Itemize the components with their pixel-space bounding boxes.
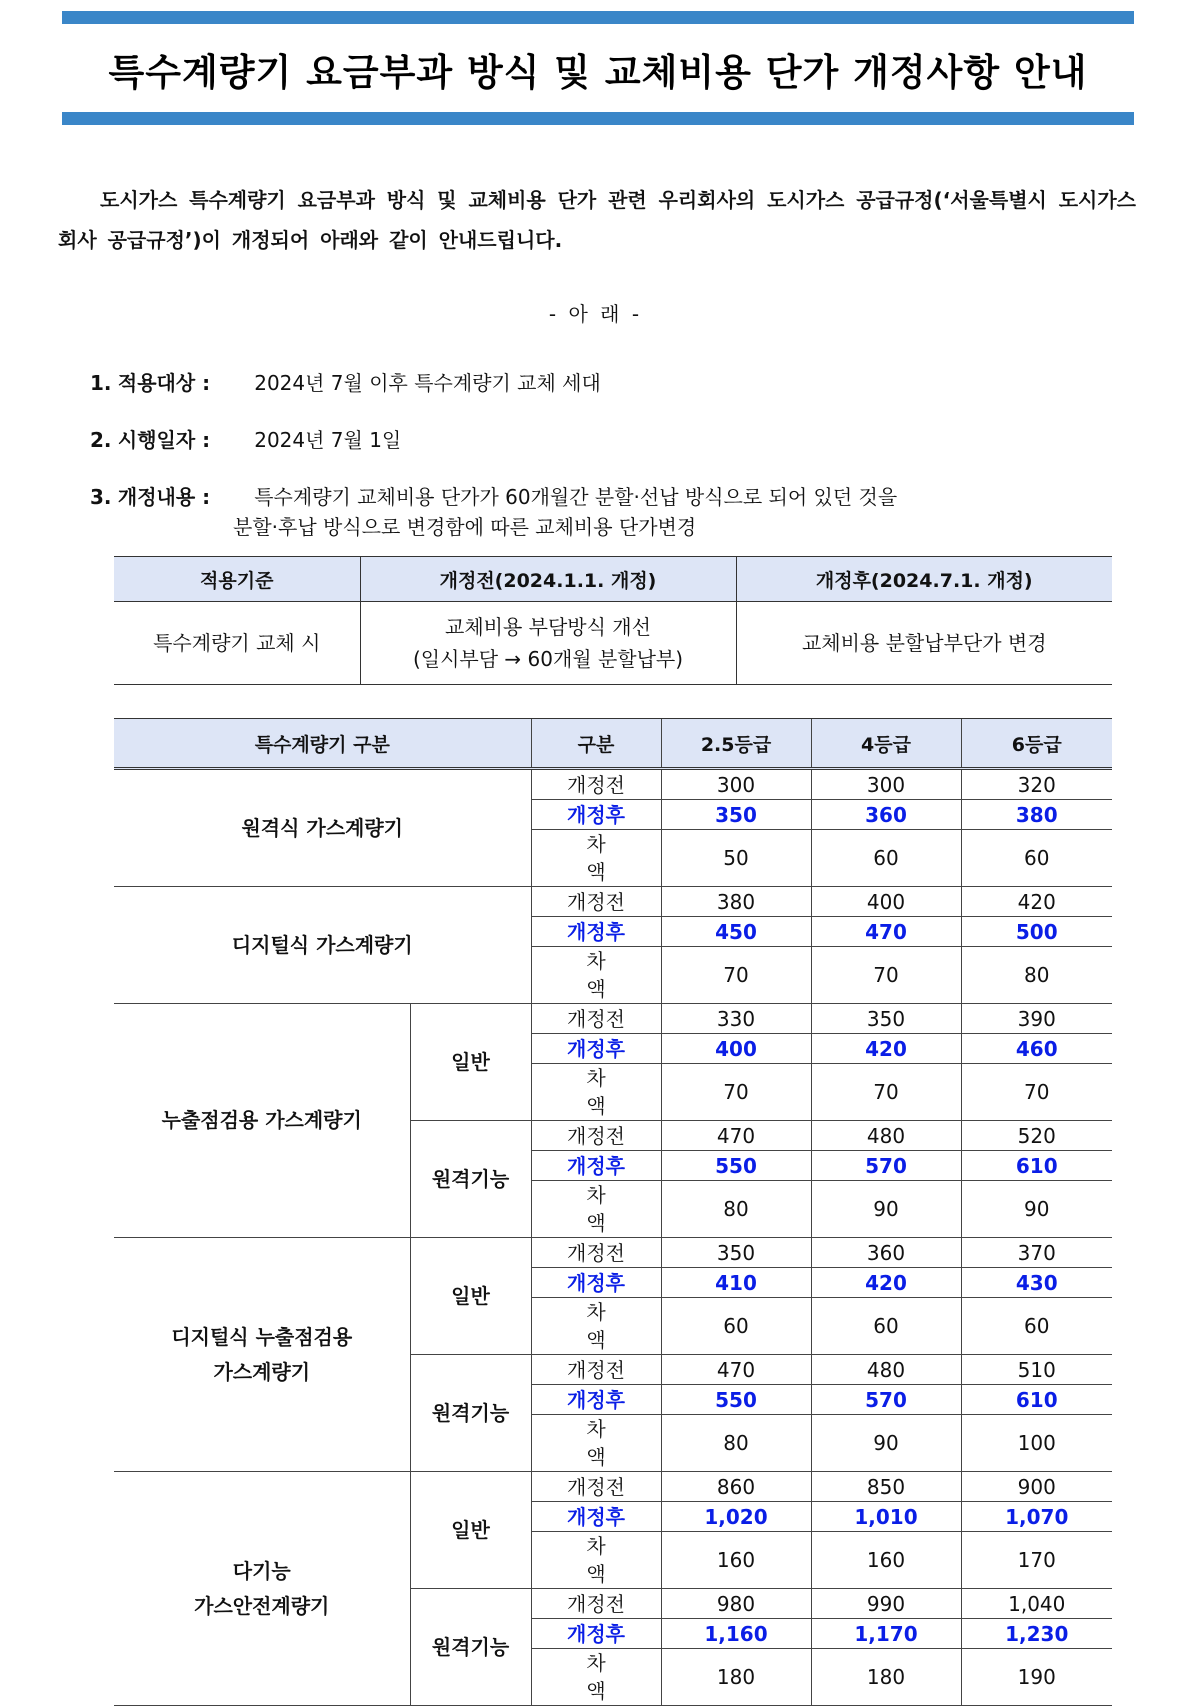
price-cell-grade-6: 170 [961,1532,1112,1589]
item-number: 3. [90,485,112,509]
price-cell-grade-2-5: 380 [661,887,811,917]
row-label-before: 개정전 [531,769,661,800]
price-cell-grade-2-5: 470 [661,1355,811,1385]
price-header-category: 구분 [531,719,661,769]
price-cell-grade-2-5: 50 [661,830,811,887]
meter-type-cell [114,769,531,887]
price-cell-grade-2-5: 470 [661,1121,811,1151]
price-cell-grade-4: 470 [811,917,961,947]
meter-subtype-cell: 원격기능 [410,1355,531,1472]
price-cell-grade-4: 300 [811,769,961,800]
price-cell-grade-4: 400 [811,887,961,917]
price-cell-grade-2-5: 1,020 [661,1502,811,1532]
meter-type-cell [114,887,531,1004]
price-cell-grade-4: 60 [811,1298,961,1355]
price-cell-grade-6: 190 [961,1649,1112,1706]
row-label-after: 개정후 [531,800,661,830]
top-accent-bar [62,11,1134,24]
table-row [114,1004,1112,1034]
price-cell-grade-4: 60 [811,830,961,887]
meter-type-cell [114,1004,410,1238]
price-cell-grade-2-5: 550 [661,1385,811,1415]
price-cell-grade-6: 390 [961,1004,1112,1034]
row-label-after: 개정후 [531,917,661,947]
price-cell-grade-4: 480 [811,1355,961,1385]
summary-before-line: (일시부담 → 60개월 분할납부) [412,647,684,671]
price-cell-grade-2-5: 410 [661,1268,811,1298]
price-cell-grade-4: 90 [811,1415,961,1472]
table-row [114,887,1112,917]
price-cell-grade-4: 180 [811,1649,961,1706]
price-cell-grade-2-5: 350 [661,800,811,830]
price-cell-grade-6: 900 [961,1472,1112,1502]
price-cell-grade-2-5: 60 [661,1298,811,1355]
price-header-grade-6: 6등급 [961,719,1112,769]
table-row [114,602,1112,685]
price-cell-grade-6: 380 [961,800,1112,830]
meter-type-cell [114,1238,410,1472]
price-cell-grade-6: 320 [961,769,1112,800]
price-cell-grade-2-5: 1,160 [661,1619,811,1649]
intro-paragraph: 도시가스 특수계량기 요금부과 방식 및 교체비용 단가 관련 우리회사의 도시가스 공급규정(‘서울특별시 도시가스회사 공급규정’)이 개정되어 아래와 같이 안내드립니다. [58,188,1136,252]
price-cell-grade-6: 370 [961,1238,1112,1268]
table-row [114,1238,1112,1268]
row-label-diff: 차 액 [531,1181,661,1238]
item-label: 적용대상 : [117,371,211,395]
meter-type-label: 가스계량기 [213,1359,311,1384]
row-label-diff: 차 액 [531,1649,661,1706]
price-cell-grade-6: 430 [961,1268,1112,1298]
item-text: 2024년 7월 1일 [254,428,402,452]
item-number: 1. [90,371,112,395]
row-label-after: 개정후 [531,1619,661,1649]
price-cell-grade-4: 570 [811,1385,961,1415]
price-cell-grade-4: 360 [811,1238,961,1268]
meter-subtype-cell: 원격기능 [410,1121,531,1238]
price-cell-grade-6: 520 [961,1121,1112,1151]
row-label-after: 개정후 [531,1502,661,1532]
price-cell-grade-4: 350 [811,1004,961,1034]
row-label-before: 개정전 [531,1004,661,1034]
meter-subtype-cell: 일반 [410,1472,531,1589]
price-cell-grade-6: 1,230 [961,1619,1112,1649]
price-header-grade-2-5: 2.5등급 [661,719,811,769]
item-effective-date [90,425,401,455]
row-label-before: 개정전 [531,887,661,917]
price-cell-grade-2-5: 980 [661,1589,811,1619]
item-text: 특수계량기 교체비용 단가가 60개월간 분할·선납 방식으로 되어 있던 것을 [254,485,898,509]
price-cell-grade-2-5: 160 [661,1532,811,1589]
meter-subtype-cell: 일반 [410,1004,531,1121]
summary-table [114,556,1112,685]
price-cell-grade-2-5: 80 [661,1181,811,1238]
price-header-meter-type: 특수계량기 구분 [114,719,531,769]
price-cell-grade-2-5: 400 [661,1034,811,1064]
price-cell-grade-2-5: 70 [661,947,811,1004]
meter-type-label: 가스안전계량기 [194,1593,330,1618]
meter-type-label: 디지털식 가스계량기 [231,932,413,957]
row-label-diff: 차 액 [531,1532,661,1589]
price-cell-grade-4: 420 [811,1034,961,1064]
summary-after-cell: 교체비용 분할납부단가 변경 [736,602,1112,685]
item-text-continued: 분할·후납 방식으로 변경함에 따른 교체비용 단가변경 [233,515,697,539]
row-label-diff: 차 액 [531,1415,661,1472]
item-target [90,368,601,398]
price-cell-grade-4: 480 [811,1121,961,1151]
row-label-before: 개정전 [531,1355,661,1385]
price-cell-grade-2-5: 80 [661,1415,811,1472]
table-row [114,1472,1112,1502]
price-cell-grade-2-5: 330 [661,1004,811,1034]
row-label-after: 개정후 [531,1385,661,1415]
table-row [114,769,1112,800]
item-label: 시행일자 : [117,428,211,452]
item-number: 2. [90,428,112,452]
meter-type-label: 다기능 [232,1558,291,1583]
price-cell-grade-6: 70 [961,1064,1112,1121]
row-label-before: 개정전 [531,1238,661,1268]
meter-type-cell [114,1472,410,1706]
price-cell-grade-2-5: 350 [661,1238,811,1268]
row-label-diff: 차 액 [531,1298,661,1355]
price-cell-grade-6: 80 [961,947,1112,1004]
price-cell-grade-4: 70 [811,947,961,1004]
summary-before-line: 교체비용 부담방식 개선 [445,615,651,639]
row-label-diff: 차 액 [531,1064,661,1121]
price-cell-grade-6: 90 [961,1181,1112,1238]
price-cell-grade-4: 1,010 [811,1502,961,1532]
price-cell-grade-6: 420 [961,887,1112,917]
price-cell-grade-4: 1,170 [811,1619,961,1649]
note-heading: - 아 래 - [548,302,643,326]
price-cell-grade-2-5: 860 [661,1472,811,1502]
meter-subtype-cell: 원격기능 [410,1589,531,1706]
price-header-grade-4: 4등급 [811,719,961,769]
price-cell-grade-6: 60 [961,1298,1112,1355]
bottom-accent-bar [62,112,1134,125]
price-cell-grade-4: 70 [811,1064,961,1121]
price-cell-grade-4: 360 [811,800,961,830]
price-cell-grade-6: 460 [961,1034,1112,1064]
price-cell-grade-6: 510 [961,1355,1112,1385]
row-label-after: 개정후 [531,1268,661,1298]
price-cell-grade-2-5: 450 [661,917,811,947]
price-cell-grade-2-5: 300 [661,769,811,800]
summary-header-basis: 적용기준 [114,557,360,602]
price-cell-grade-4: 850 [811,1472,961,1502]
row-label-after: 개정후 [531,1034,661,1064]
price-cell-grade-4: 90 [811,1181,961,1238]
price-table [114,718,1112,1706]
summary-basis-cell: 특수계량기 교체 시 [114,602,360,685]
price-cell-grade-6: 1,070 [961,1502,1112,1532]
row-label-before: 개정전 [531,1472,661,1502]
price-cell-grade-6: 610 [961,1385,1112,1415]
row-label-diff: 차 액 [531,830,661,887]
row-label-after: 개정후 [531,1151,661,1181]
item-label: 개정내용 : [117,485,211,509]
price-cell-grade-4: 160 [811,1532,961,1589]
price-cell-grade-4: 990 [811,1589,961,1619]
meter-type-label: 원격식 가스계량기 [241,815,404,840]
meter-type-label: 디지털식 누출점검용 [171,1324,353,1349]
price-cell-grade-6: 60 [961,830,1112,887]
price-cell-grade-4: 570 [811,1151,961,1181]
row-label-before: 개정전 [531,1589,661,1619]
summary-header-after: 개정후(2024.7.1. 개정) [736,557,1112,602]
price-cell-grade-4: 420 [811,1268,961,1298]
price-cell-grade-2-5: 180 [661,1649,811,1706]
price-cell-grade-2-5: 550 [661,1151,811,1181]
price-cell-grade-2-5: 70 [661,1064,811,1121]
summary-before-cell [360,602,736,685]
price-cell-grade-6: 500 [961,917,1112,947]
meter-subtype-cell: 일반 [410,1238,531,1355]
price-cell-grade-6: 100 [961,1415,1112,1472]
row-label-before: 개정전 [531,1121,661,1151]
row-label-diff: 차 액 [531,947,661,1004]
price-cell-grade-6: 610 [961,1151,1112,1181]
meter-type-label: 누출점검용 가스계량기 [161,1108,362,1132]
page-title: 특수계량기 요금부과 방식 및 교체비용 단가 개정사항 안내 [108,51,1088,94]
item-revision [90,482,897,542]
price-cell-grade-6: 1,040 [961,1589,1112,1619]
summary-header-before: 개정전(2024.1.1. 개정) [360,557,736,602]
item-text: 2024년 7월 이후 특수계량기 교체 세대 [254,371,601,395]
